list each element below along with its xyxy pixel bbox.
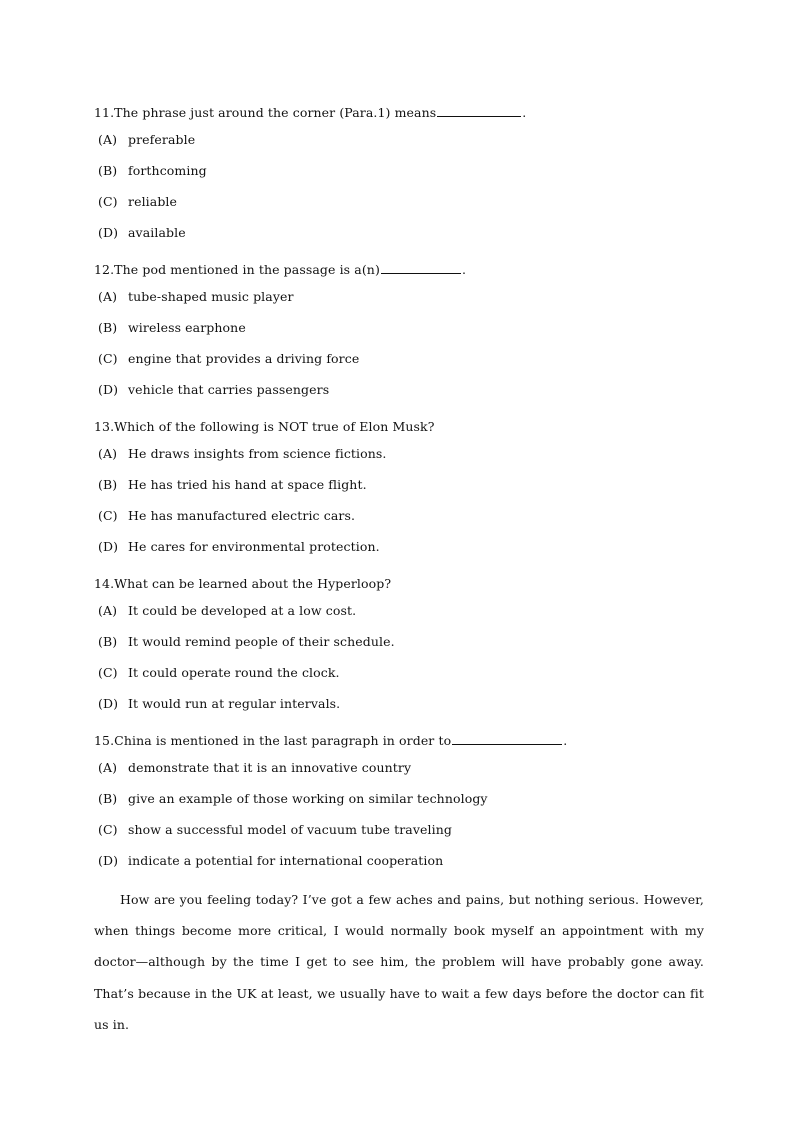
option-label: (D): [98, 225, 119, 240]
option-c: [94, 657, 704, 688]
option-text: available: [128, 225, 186, 240]
answer-blank: [452, 730, 562, 745]
option-text: It would remind people of their schedule.: [128, 634, 395, 649]
option-text: engine that provides a driving force: [128, 351, 360, 366]
stem-ending: .: [522, 105, 527, 120]
question-11: [94, 102, 704, 248]
option-b: [94, 312, 704, 343]
question-stem: [94, 573, 704, 595]
option-text: wireless earphone: [128, 320, 246, 335]
option-label: (A): [98, 760, 118, 775]
option-text: He draws insights from science fictions.: [128, 446, 387, 461]
option-c: [94, 814, 704, 845]
option-text: He has manufactured electric cars.: [128, 508, 356, 523]
option-b: [94, 626, 704, 657]
option-text: preferable: [128, 132, 196, 147]
spacer: [94, 719, 704, 730]
option-d: [94, 688, 704, 719]
spacer: [94, 405, 704, 416]
option-label: (A): [98, 289, 118, 304]
option-text: It would run at regular intervals.: [128, 696, 341, 711]
option-label: (C): [98, 822, 118, 837]
option-d: [94, 217, 704, 248]
stem-text: 13.Which of the following is NOT true of Elon Musk?: [94, 419, 435, 434]
option-a: [94, 595, 704, 626]
option-c: [94, 343, 704, 374]
question-stem: [94, 259, 704, 281]
option-text: forthcoming: [128, 163, 207, 178]
option-label: (B): [98, 320, 118, 335]
option-text: indicate a potential for international cooperation: [128, 853, 444, 868]
question-13: [94, 416, 704, 562]
option-text: It could operate round the clock.: [128, 665, 340, 680]
option-c: [94, 186, 704, 217]
stem-text: 15.China is mentioned in the last paragraph in order to: [94, 733, 452, 748]
option-a: [94, 752, 704, 783]
stem-ending: .: [461, 262, 467, 277]
option-c: [94, 500, 704, 531]
option-label: (D): [98, 382, 119, 397]
option-d: [94, 845, 704, 876]
option-label: (D): [98, 853, 119, 868]
option-b: [94, 783, 704, 814]
spacer: [94, 248, 704, 259]
option-label: (C): [98, 194, 118, 209]
option-label: (B): [98, 163, 118, 178]
question-14: [94, 573, 704, 719]
option-text: vehicle that carries passengers: [128, 382, 330, 397]
spacer: [94, 562, 704, 573]
stem-text: 11.The phrase just around the corner (Para.1) means: [94, 105, 437, 120]
option-b: [94, 469, 704, 500]
reading-passage: How are you feeling today? I’ve got a few aches and pains, but nothing serious. However, when things become more critical, I would normally book myself an appointment with my doctor—although by the time I get to see him, the problem will have probably gone away. That’s because in the UK at least, we usually have to wait a few days before the doctor can fit us in.: [94, 892, 704, 1032]
option-text: give an example of those working on similar technology: [128, 791, 488, 806]
option-label: (D): [98, 539, 119, 554]
option-label: (C): [98, 508, 118, 523]
option-label: (D): [98, 696, 119, 711]
option-text: He has tried his hand at space flight.: [128, 477, 367, 492]
option-d: [94, 374, 704, 405]
option-text: tube-shaped music player: [128, 289, 294, 304]
option-text: demonstrate that it is an innovative country: [128, 760, 412, 775]
option-text: He cares for environmental protection.: [128, 539, 380, 554]
question-stem: [94, 416, 704, 438]
option-text: It could be developed at a low cost.: [128, 603, 357, 618]
question-stem: [94, 102, 704, 124]
question-stem: [94, 730, 704, 752]
option-a: [94, 124, 704, 155]
option-label: (C): [98, 351, 118, 366]
stem-ending: .: [563, 733, 568, 748]
option-a: [94, 438, 704, 469]
stem-text: 12.The pod mentioned in the passage is a(n): [94, 262, 380, 277]
option-label: (A): [98, 603, 118, 618]
option-label: (C): [98, 665, 118, 680]
answer-blank: [437, 102, 521, 117]
option-label: (A): [98, 132, 118, 147]
exam-page: [94, 102, 704, 1040]
option-b: [94, 155, 704, 186]
option-label: (B): [98, 791, 118, 806]
option-label: (B): [98, 634, 118, 649]
option-label: (B): [98, 477, 118, 492]
stem-text: 14.What can be learned about the Hyperloop?: [94, 576, 392, 591]
answer-blank: [381, 259, 461, 274]
option-label: (A): [98, 446, 118, 461]
option-text: reliable: [128, 194, 178, 209]
option-d: [94, 531, 704, 562]
option-text: show a successful model of vacuum tube traveling: [128, 822, 452, 837]
question-15: [94, 730, 704, 876]
option-a: [94, 281, 704, 312]
question-12: [94, 259, 704, 405]
